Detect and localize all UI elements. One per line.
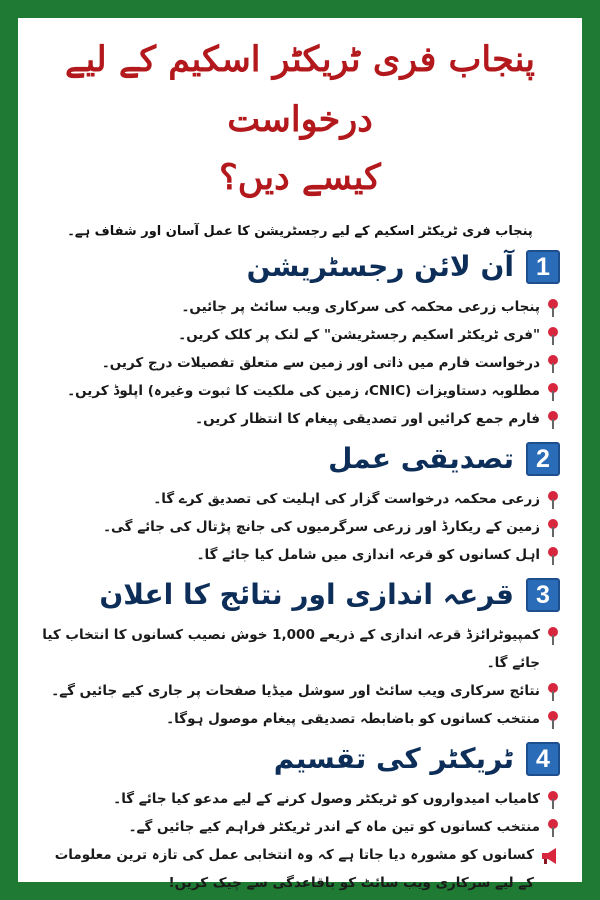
pushpin-icon [546,382,560,402]
list-item [40,405,560,433]
pushpin-icon [546,626,560,646]
list-item [40,621,560,677]
pushpin-icon [546,490,560,510]
list-item-text: مطلوبہ دستاویزات (CNIC، زمین کی ملکیت کا ثبوت وغیرہ) اپلوڈ کریں۔ [67,383,540,399]
pushpin-icon [546,710,560,730]
list-item-text: فارم جمع کرائیں اور تصدیقی پیغام کا انتظار کریں۔ [195,411,540,427]
section-heading [40,739,560,779]
content-area [18,18,582,891]
title-line-2: کیسے دیں؟ [219,157,381,198]
list-item [40,513,560,541]
list-item [40,321,560,349]
list-item [40,541,560,569]
list-item-text: اہل کسانوں کو قرعہ اندازی میں شامل کیا جائے گا۔ [196,547,540,563]
list-item-text: منتخب کسانوں کو باضابطہ تصدیقی پیغام موصول ہوگا۔ [166,711,540,727]
list-item [40,785,560,813]
step-number-badge: 2 [526,442,560,476]
list-item-text: "فری ٹریکٹر اسکیم رجسٹریشن" کے لنک پر کلک کریں۔ [178,327,540,343]
section-title: آن لائن رجسٹریشن [246,250,514,283]
pushpin-icon [546,790,560,810]
list-item-text: منتخب کسانوں کو تین ماہ کے اندر ٹریکٹر فراہم کیے جائیں گے۔ [128,819,540,835]
section-heading [40,247,560,287]
list-item-text: کامیاب امیدواروں کو ٹریکٹر وصول کرنے کے لیے مدعو کیا جائے گا۔ [113,791,540,807]
section-online-registration [40,247,560,433]
pushpin-icon [546,410,560,430]
list-item-text: نتائج سرکاری ویب سائٹ اور سوشل میڈیا صفحات پر جاری کیے جائیں گے۔ [51,683,540,699]
section-title: قرعہ اندازی اور نتائج کا اعلان [99,578,514,611]
list-item [40,349,560,377]
section-tractor-distribution [40,739,560,897]
pushpin-icon [546,818,560,838]
pushpin-icon [546,546,560,566]
list-item-text: پنجاب زرعی محکمہ کی سرکاری ویب سائٹ پر جائیں۔ [181,299,540,315]
pushpin-icon [546,518,560,538]
step-number-badge: 3 [526,578,560,612]
list-item-text: درخواست فارم میں ذاتی اور زمین سے متعلق تفصیلات درج کریں۔ [101,355,540,371]
section-heading [40,439,560,479]
step-list [40,293,560,433]
list-item [40,293,560,321]
list-item [40,677,560,705]
pushpin-icon [546,326,560,346]
list-item-text: زمین کے ریکارڈ اور زرعی سرگرمیوں کی جانچ پڑتال کی جائے گی۔ [103,519,540,535]
step-number-badge: 4 [526,742,560,776]
pushpin-icon [546,298,560,318]
pushpin-icon [546,354,560,374]
section-title: ٹریکٹر کی تقسیم [273,742,514,775]
list-item [40,377,560,405]
advice-note-text: کسانوں کو مشورہ دیا جاتا ہے کہ وہ انتخابی عمل کی تازہ ترین معلومات کے لیے سرکاری ویب سائٹ کو باقاعدگی سے چیک کریں! [54,847,534,891]
pushpin-icon [546,682,560,702]
list-item [40,813,560,841]
page-title [40,30,560,206]
section-title: تصدیقی عمل [328,442,514,475]
list-item [40,705,560,733]
list-item-text: زرعی محکمہ درخواست گزار کی اہلیت کی تصدیق کرے گا۔ [153,491,540,507]
section-draw-results [40,575,560,733]
list-item [40,485,560,513]
step-list [40,485,560,569]
intro-text: پنجاب فری ٹریکٹر اسکیم کے لیے رجسٹریشن کا عمل آسان اور شفاف ہے۔ [67,224,533,239]
section-heading [40,575,560,615]
advice-note [40,841,560,897]
step-number-badge: 1 [526,250,560,284]
step-list [40,785,560,841]
step-list [40,621,560,733]
list-item-text: کمپیوٹرائزڈ قرعہ اندازی کے ذریعے 1,000 خوش نصیب کسانوں کا انتخاب کیا جائے گا۔ [42,627,540,671]
megaphone-icon [540,847,560,865]
title-line-1: پنجاب فری ٹریکٹر اسکیم کے لیے درخواست [64,39,535,140]
section-verification [40,439,560,569]
